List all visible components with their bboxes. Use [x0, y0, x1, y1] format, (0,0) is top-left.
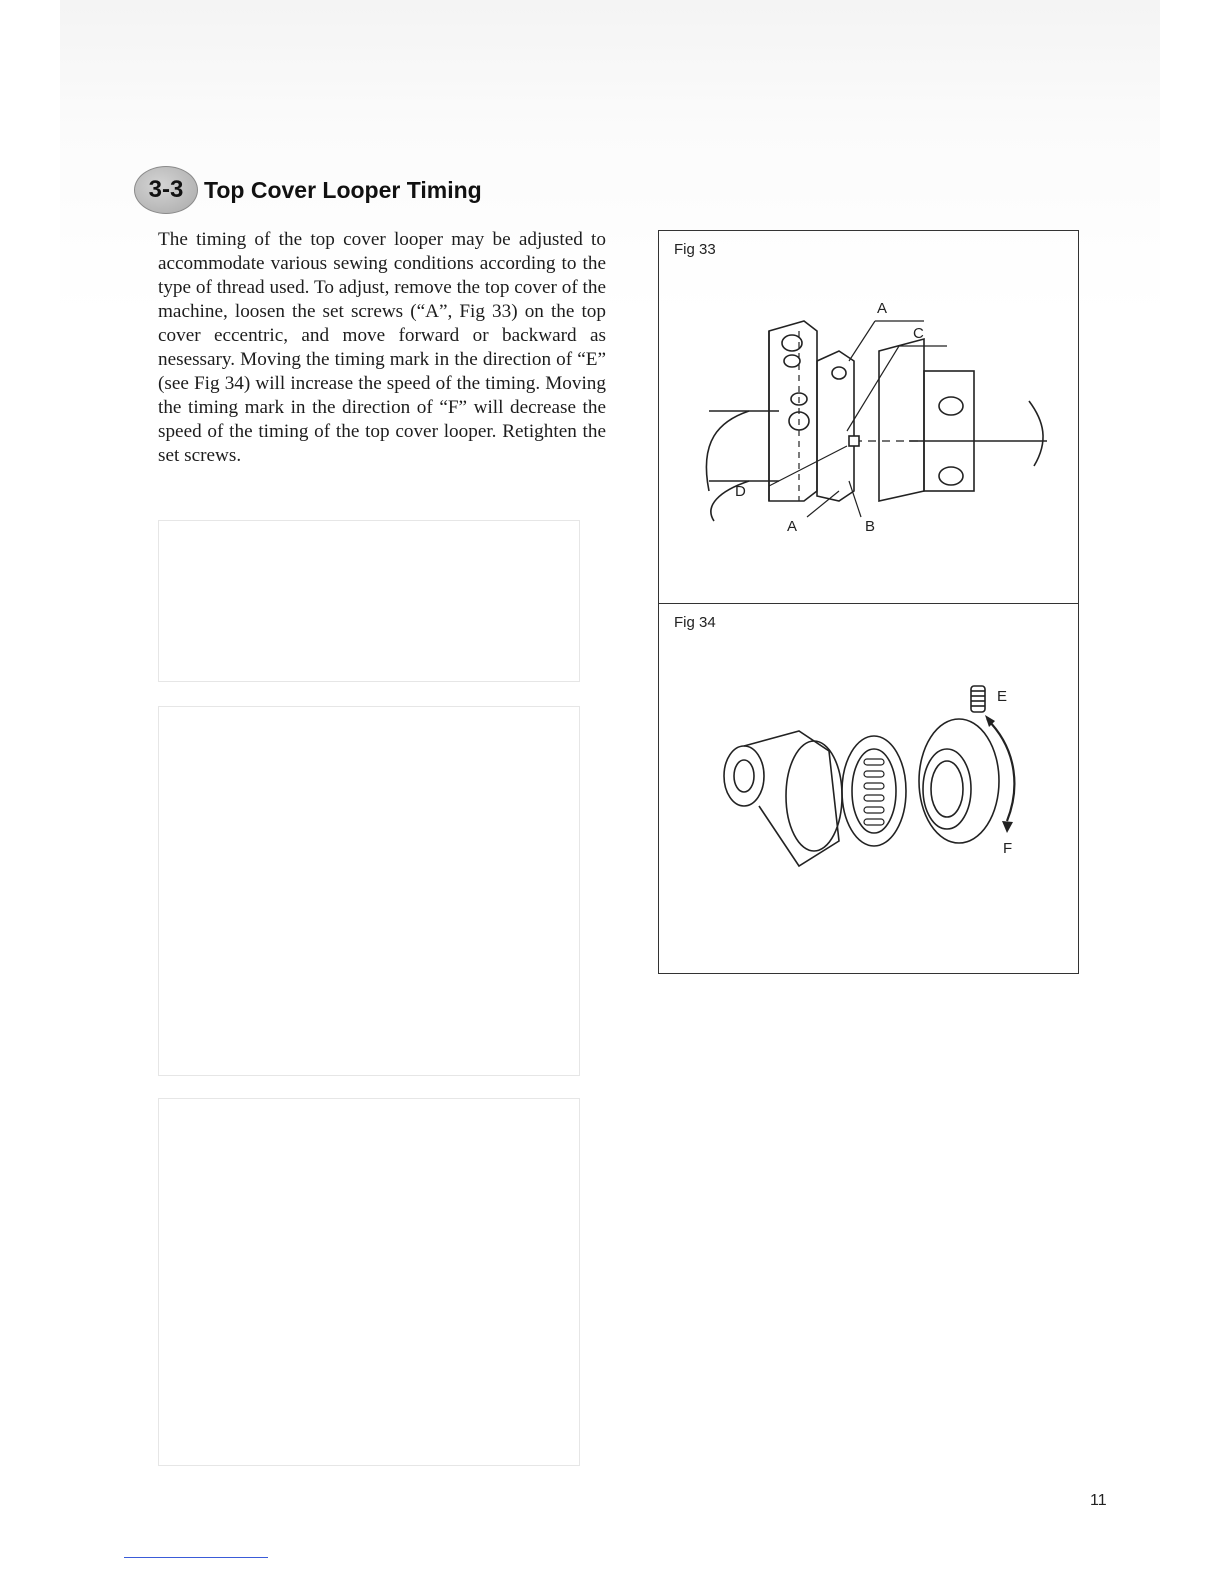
page-number: 11 [1090, 1492, 1107, 1509]
fig-33-diagram [689, 291, 1069, 541]
fig-33-caption: Fig 33 [674, 241, 716, 258]
fig-33-label-d: D [735, 483, 746, 500]
fig-33-label-b: B [865, 518, 876, 535]
fig-34-label-f: F [1003, 840, 1013, 857]
section-number-badge: 3-3 [134, 166, 198, 214]
instruction-paragraph: The timing of the top cover looper may be adjusted to accommodate various sewing conditions according to the type of thread used. To adjust, remove the top cover of the machine, loosen the set screws (“A”, Fig 33) on the top cover eccentric, and move forward or backward as nesessary. Moving the timing mark in the direction of “E” (see Fig 34) will increase the speed of the timing. Moving the timing mark in the direction of “F” will decrease the speed of the timing of the top cover looper. Retighten the set screws. [158, 229, 606, 466]
fig-34-caption: Fig 34 [674, 614, 716, 631]
fig-33-label-c: C [913, 325, 924, 342]
section-title: Top Cover Looper Timing [204, 176, 482, 203]
fig-33-label-a-top: A [877, 300, 888, 317]
figure-divider [659, 603, 1078, 604]
bleed-through-box [158, 1098, 580, 1466]
fig-34-label-e: E [997, 688, 1008, 705]
bleed-through-box [158, 520, 580, 682]
fig-34-diagram [689, 681, 1069, 941]
footer-rule [124, 1557, 268, 1558]
bleed-through-box [158, 706, 580, 1076]
section-heading [134, 166, 482, 214]
fig-33-label-a-bottom: A [787, 518, 798, 535]
figure-panel [658, 230, 1079, 974]
